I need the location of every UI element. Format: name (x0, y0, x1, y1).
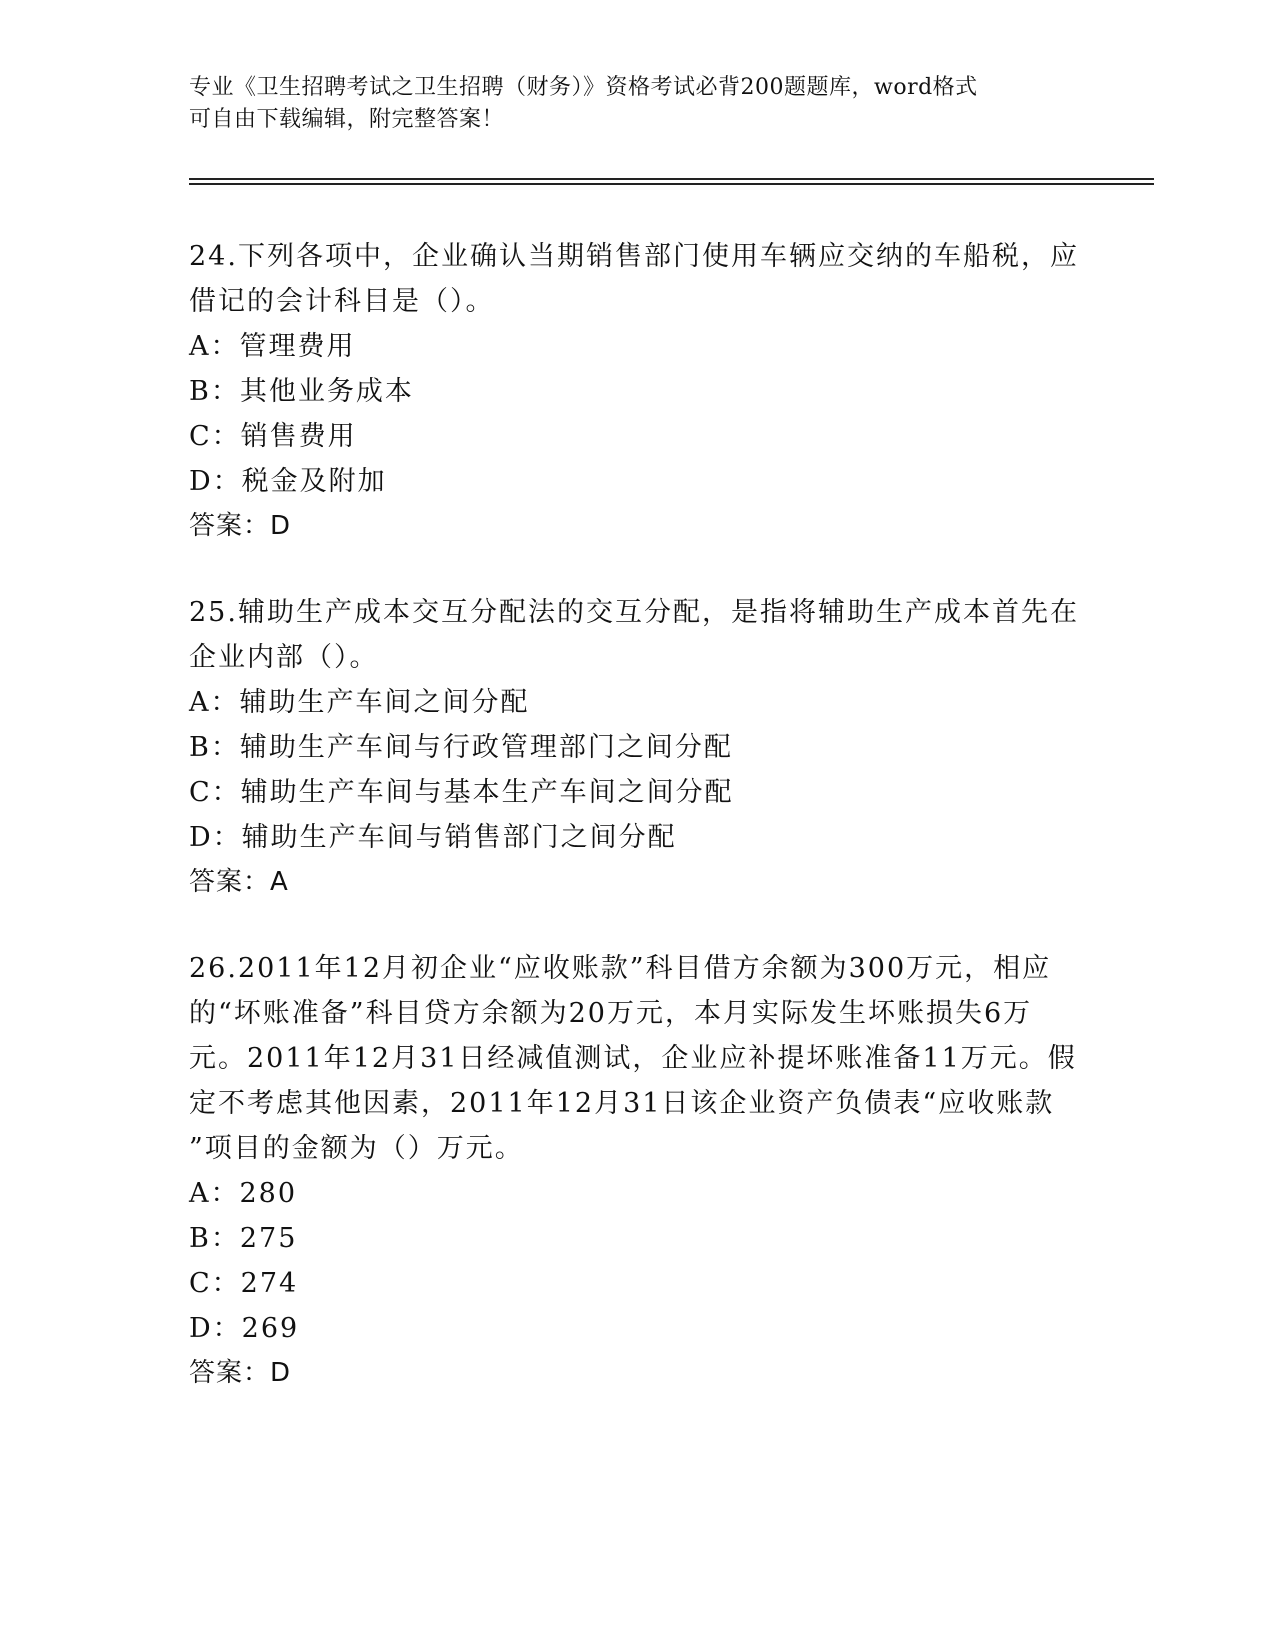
option-b: B：辅助生产车间与行政管理部门之间分配 (189, 732, 733, 763)
question-list (189, 234, 1089, 1437)
question-text-line: 26.2011年12月初企业“应收账款”科目借方余额为300万元，相应 (189, 953, 1052, 984)
question-text-line: 定不考虑其他因素，2011年12月31日该企业资产负债表“应收账款 (189, 1088, 1055, 1119)
answer-label: 答案：D (189, 511, 292, 541)
header-line-2: 可自由下载编辑，附完整答案！ (189, 107, 505, 132)
option-c: C：辅助生产车间与基本生产车间之间分配 (189, 777, 734, 808)
option-a: A：管理费用 (189, 331, 356, 362)
question-25 (189, 590, 1089, 904)
question-text-line: 的“坏账准备”科目贷方余额为20万元，本月实际发生坏账损失6万 (189, 998, 1033, 1029)
option-d: D：269 (189, 1313, 300, 1344)
question-text-line: ”项目的金额为（）万元。 (189, 1133, 524, 1164)
answer-label: 答案：D (189, 1358, 292, 1388)
option-c: C：销售费用 (189, 421, 357, 452)
option-a: A：辅助生产车间之间分配 (189, 687, 530, 718)
option-b: B：其他业务成本 (189, 376, 414, 407)
document-header (189, 72, 1089, 136)
answer-label: 答案：A (189, 867, 289, 897)
option-a: A：280 (189, 1178, 298, 1209)
question-text-line: 元。2011年12月31日经减值测试，企业应补提坏账准备11万元。假 (189, 1043, 1077, 1074)
question-26 (189, 946, 1089, 1395)
question-text-line: 借记的会计科目是（）。 (189, 286, 495, 317)
question-24 (189, 234, 1089, 548)
option-d: D：税金及附加 (189, 466, 387, 497)
header-divider-bottom (189, 183, 1154, 185)
option-c: C：274 (189, 1268, 299, 1299)
option-b: B：275 (189, 1223, 298, 1254)
option-d: D：辅助生产车间与销售部门之间分配 (189, 822, 677, 853)
header-line-1: 专业《卫生招聘考试之卫生招聘（财务）》资格考试必背200题题库，word格式 (189, 75, 978, 100)
question-text-line: 企业内部（）。 (189, 642, 379, 673)
header-divider-top (189, 178, 1154, 180)
question-text-line: 25.辅助生产成本交互分配法的交互分配，是指将辅助生产成本首先在 (189, 597, 1079, 628)
question-text-line: 24.下列各项中，企业确认当期销售部门使用车辆应交纳的车船税，应 (189, 241, 1079, 272)
